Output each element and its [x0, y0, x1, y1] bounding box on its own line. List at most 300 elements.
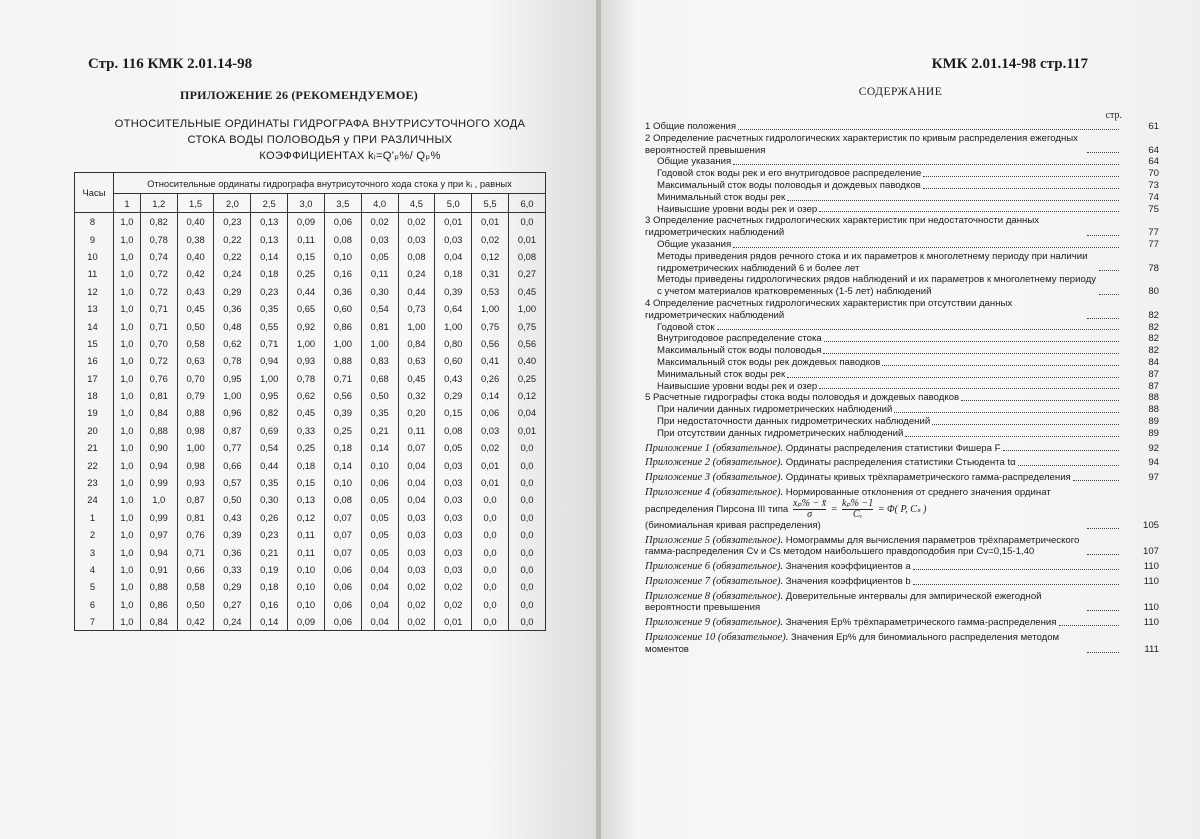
ordinate-cell: 0,0	[508, 456, 545, 473]
toc-leader	[1087, 152, 1119, 153]
ordinate-cell: 0,27	[214, 596, 251, 613]
ordinate-cell: 0,05	[435, 439, 472, 456]
hour-cell: 2	[75, 526, 114, 543]
toc-entry-text	[645, 457, 1016, 469]
ordinate-cell: 0,01	[508, 230, 545, 247]
ordinate-cell: 1,0	[114, 404, 141, 421]
toc-entry-text: Минимальный сток воды рек	[657, 191, 786, 203]
toc-appendix-entry	[645, 561, 1159, 573]
table-row	[75, 474, 546, 491]
table-title-line: ОТНОСИТЕЛЬНЫЕ ОРДИНАТЫ ГИДРОГРАФА ВНУТРИСУТОЧНОГО ХОДА	[114, 118, 526, 130]
table-row	[75, 456, 546, 473]
ordinate-cell: 0,02	[435, 578, 472, 595]
ordinate-cell: 0,68	[361, 370, 398, 387]
ordinate-cell: 0,15	[288, 474, 325, 491]
ordinate-cell: 0,84	[398, 335, 435, 352]
pearson-formula	[791, 499, 927, 520]
ordinate-cell: 0,11	[398, 422, 435, 439]
appendix-text: Значения Ep% трёхпараметрического гамма-распределения	[783, 617, 1057, 629]
ordinate-cell: 0,44	[398, 283, 435, 300]
toc-leader	[823, 353, 1119, 354]
toc-entry	[645, 368, 1159, 381]
ordinate-cell: 0,02	[398, 596, 435, 613]
toc-entry-page: 87	[1148, 380, 1159, 392]
ordinate-cell: 0,71	[324, 370, 361, 387]
ordinate-cell: 0,09	[288, 613, 325, 631]
ordinate-cell: 1,0	[114, 474, 141, 491]
ordinate-cell: 0,0	[472, 561, 509, 578]
ordinate-cell: 1,00	[435, 317, 472, 334]
ordinate-cell: 0,14	[251, 248, 288, 265]
ordinate-cell: 0,01	[472, 213, 509, 231]
table-caption: Относительные ординаты гидрографа внутрисуточного хода стока y при kᵢ , равных	[114, 173, 546, 194]
toc-entry	[645, 274, 1159, 298]
appendix-text: Ординаты кривых трёхпараметрического гамма-распределения	[783, 472, 1071, 484]
ordinate-cell: 0,10	[288, 596, 325, 613]
ordinate-cell: 0,39	[435, 283, 472, 300]
toc-entry-text: При недостаточности данных гидрометрических наблюдений	[657, 415, 931, 427]
table-row	[75, 561, 546, 578]
ordinate-cell: 0,15	[435, 404, 472, 421]
toc-leader	[1087, 528, 1119, 529]
toc-entry-page: 64	[1148, 144, 1159, 156]
ordinate-cell: 0,39	[324, 404, 361, 421]
ordinate-cell: 0,50	[177, 317, 214, 334]
ordinate-cell: 0,04	[435, 248, 472, 265]
ordinate-cell: 0,0	[472, 596, 509, 613]
toc-entry-text: Минимальный сток воды рек	[657, 368, 786, 380]
ordinate-cell: 0,29	[214, 578, 251, 595]
ordinate-cell: 0,63	[177, 352, 214, 369]
ordinate-cell: 0,19	[251, 561, 288, 578]
ordinate-cell: 0,87	[177, 491, 214, 508]
toc-entry-page: 82	[1148, 333, 1159, 345]
toc-leader	[819, 388, 1119, 389]
appendix-text: Ординаты распределения статистики Стьюдента tα	[783, 457, 1016, 469]
toc-entry-page: 77	[1148, 227, 1159, 239]
ordinate-cell: 0,84	[140, 404, 177, 421]
ordinate-cell: 0,92	[288, 317, 325, 334]
ordinate-cell: 0,25	[288, 439, 325, 456]
appendix-label: Приложение 4 (обязательное).	[645, 486, 784, 498]
toc-leader	[1099, 294, 1119, 295]
ordinate-cell: 0,0	[508, 561, 545, 578]
ordinate-cell: 0,97	[140, 526, 177, 543]
ordinate-cell: 0,10	[288, 578, 325, 595]
ordinate-cell: 0,0	[472, 578, 509, 595]
ordinate-cell: 0,99	[140, 474, 177, 491]
ordinate-cell: 0,43	[435, 370, 472, 387]
toc-entry	[645, 356, 1159, 369]
appendix-text: Номограммы для вычисления параметров трёхпараметрического гамма-распределения Cv и Cs методом наибольшего правдоподобия при Cv=0,15-1,40	[645, 534, 1080, 558]
table-row	[75, 213, 546, 231]
ordinate-cell: 0,60	[435, 352, 472, 369]
toc-leader	[961, 400, 1119, 401]
ordinate-cell: 0,30	[361, 283, 398, 300]
ordinate-cell: 0,03	[398, 543, 435, 560]
toc-entry-page: 97	[1148, 472, 1159, 484]
ordinate-cell: 0,36	[214, 543, 251, 560]
hour-cell: 23	[75, 474, 114, 491]
ordinate-cell: 0,91	[140, 561, 177, 578]
ordinate-cell: 0,99	[140, 509, 177, 526]
toc-leader	[905, 436, 1119, 437]
ordinate-cell: 0,81	[140, 387, 177, 404]
ordinate-cell: 0,10	[324, 474, 361, 491]
hour-cell: 6	[75, 596, 114, 613]
toc-entry	[645, 238, 1159, 251]
appendix-text: Ординаты распределения статистики Фишера F	[783, 442, 1001, 454]
ordinate-cell: 0,98	[177, 456, 214, 473]
table-title	[90, 116, 550, 164]
ordinate-cell: 0,24	[214, 265, 251, 282]
ordinate-cell: 0,39	[214, 526, 251, 543]
k-values-row	[75, 194, 546, 213]
toc-leader	[733, 247, 1119, 248]
ordinate-cell: 0,21	[251, 543, 288, 560]
toc-entry-text: Годовой сток	[657, 321, 715, 333]
toc-entry-text	[645, 591, 1085, 615]
formula-fraction	[793, 499, 826, 520]
ordinate-cell: 0,11	[288, 230, 325, 247]
ordinate-cell: 0,96	[214, 404, 251, 421]
ordinate-cell: 0,0	[472, 526, 509, 543]
ordinate-cell: 0,94	[251, 352, 288, 369]
ordinate-cell: 0,01	[508, 422, 545, 439]
ordinate-cell: 0,0	[508, 578, 545, 595]
ordinate-cell: 0,01	[435, 213, 472, 231]
ordinate-cell: 0,04	[361, 578, 398, 595]
ordinate-cell: 0,03	[435, 543, 472, 560]
ordinate-cell: 0,70	[140, 335, 177, 352]
appendix-text-continued: (биномиальная кривая распределения)	[645, 519, 821, 531]
toc-entry-text: 4 Определение расчетных гидрологических характеристик при отсутствии данных гидрометрических наблюдений	[645, 297, 1013, 321]
ordinate-cell: 0,18	[288, 456, 325, 473]
ordinate-cell: 0,62	[214, 335, 251, 352]
ordinate-cell: 0,44	[288, 283, 325, 300]
ordinate-cell: 0,04	[508, 404, 545, 421]
toc-appendix-entry	[645, 590, 1159, 615]
ordinate-cell: 0,35	[361, 404, 398, 421]
toc-entry-page: 110	[1143, 561, 1159, 573]
toc-entry-page: 110	[1143, 602, 1159, 614]
table-body	[75, 213, 546, 631]
ordinate-cell: 0,76	[140, 370, 177, 387]
ordinate-cell: 0,81	[177, 509, 214, 526]
toc-entry-page: 105	[1142, 519, 1159, 531]
toc-leader	[787, 377, 1119, 378]
toc-entry-text	[645, 576, 911, 588]
appendix-label: Приложение 8 (обязательное).	[645, 590, 784, 602]
ordinate-cell: 0,42	[177, 265, 214, 282]
ordinate-cell: 0,03	[435, 561, 472, 578]
ordinate-cell: 0,04	[361, 561, 398, 578]
hour-cell: 1	[75, 509, 114, 526]
table-row	[75, 283, 546, 300]
formula-fraction	[842, 499, 873, 520]
toc-entry-page: 77	[1148, 238, 1159, 250]
ordinate-cell: 0,54	[251, 439, 288, 456]
appendix-label: Приложение 10 (обязательное).	[645, 632, 789, 644]
toc-entry-page: 111	[1144, 643, 1159, 655]
ordinate-cell: 1,0	[114, 248, 141, 265]
ordinate-cell: 0,44	[251, 456, 288, 473]
ordinate-cell: 0,05	[361, 526, 398, 543]
toc-leader	[787, 200, 1119, 201]
table-row	[75, 317, 546, 334]
table-row	[75, 578, 546, 595]
ordinate-cell: 0,33	[214, 561, 251, 578]
ordinate-cell: 0,08	[324, 491, 361, 508]
appendix-label: Приложение 2 (обязательное).	[645, 457, 784, 469]
toc-entry-page: 110	[1143, 617, 1159, 629]
ordinate-cell: 0,03	[435, 526, 472, 543]
toc-entry-text: Методы приведения рядов речного стока и их параметров к многолетнему периоду при наличии гидрометрических наблюдений 6 и более лет	[657, 250, 1088, 274]
ordinate-cell: 0,03	[472, 422, 509, 439]
ordinate-cell: 0,23	[251, 283, 288, 300]
toc-entry-text: Общие указания	[657, 156, 732, 168]
table-row	[75, 387, 546, 404]
ordinate-cell: 1,0	[114, 561, 141, 578]
table-title-line: СТОКА ВОДЫ ПОЛОВОДЬЯ y ПРИ РАЗЛИЧНЫХ	[187, 134, 453, 146]
toc-leader	[1073, 480, 1119, 481]
ordinate-cell: 1,0	[114, 456, 141, 473]
hour-cell: 15	[75, 335, 114, 352]
ordinate-cell: 0,45	[177, 300, 214, 317]
ordinate-cell: 0,31	[472, 265, 509, 282]
toc-leader	[1059, 625, 1120, 626]
ordinate-cell: 0,06	[324, 596, 361, 613]
table-title-line: КОЭФФИЦИЕНТАХ kᵢ=Q'ₚ%/ Qₚ%	[259, 150, 441, 162]
ordinate-cell: 0,41	[472, 352, 509, 369]
ordinate-cell: 0,72	[140, 283, 177, 300]
hour-cell: 16	[75, 352, 114, 369]
toc-entry-text: Максимальный сток воды рек дождевых паводков	[657, 356, 881, 368]
ordinate-cell: 0,45	[398, 370, 435, 387]
toc-leader	[824, 341, 1119, 342]
appendix-label: Приложение 5 (обязательное).	[645, 534, 784, 546]
hour-cell: 14	[75, 317, 114, 334]
ordinate-cell: 0,83	[361, 352, 398, 369]
ordinate-cell: 0,03	[435, 456, 472, 473]
ordinate-cell: 1,0	[114, 578, 141, 595]
hour-cell: 17	[75, 370, 114, 387]
appendix-label: Приложение 7 (обязательное).	[645, 575, 784, 587]
toc-entry-text: 1 Общие положения	[645, 121, 737, 132]
ordinate-cell: 1,00	[214, 387, 251, 404]
ordinate-cell: 0,03	[435, 509, 472, 526]
table-row	[75, 335, 546, 352]
ordinate-cell: 0,06	[324, 613, 361, 631]
toc-leader	[1087, 318, 1119, 319]
ordinate-cell: 0,45	[508, 283, 545, 300]
ordinate-cell: 0,78	[288, 370, 325, 387]
ordinate-cell: 0,43	[214, 509, 251, 526]
ordinate-cell: 0,02	[398, 213, 435, 231]
toc-appendix-entry	[645, 486, 1159, 532]
ordinate-cell: 0,10	[324, 248, 361, 265]
toc-entry-page: 75	[1148, 203, 1159, 215]
toc-entry-page: 87	[1148, 368, 1159, 380]
ordinate-cell: 0,50	[177, 596, 214, 613]
ordinate-cell: 0,22	[214, 248, 251, 265]
appendix-label: Приложение 3 (обязательное).	[645, 472, 784, 484]
ordinate-cell: 0,42	[177, 613, 214, 631]
toc-entry	[645, 121, 1159, 133]
toc-entry-page: 78	[1148, 262, 1159, 274]
ordinate-cell: 1,0	[114, 387, 141, 404]
toc-entry	[645, 345, 1159, 357]
ordinate-cell: 0,13	[251, 230, 288, 247]
ordinate-cell: 0,12	[508, 387, 545, 404]
toc-entry	[645, 179, 1159, 192]
ordinate-cell: 1,0	[114, 335, 141, 352]
ordinate-cell: 0,57	[214, 474, 251, 491]
ordinate-cell: 0,24	[398, 265, 435, 282]
ordinate-cell: 0,0	[508, 543, 545, 560]
ordinate-cell: 1,0	[114, 352, 141, 369]
ordinate-cell: 0,0	[508, 509, 545, 526]
ordinate-cell: 0,72	[140, 352, 177, 369]
ordinate-cell: 0,62	[288, 387, 325, 404]
ordinate-cell: 0,16	[251, 596, 288, 613]
toc-leader	[1087, 554, 1119, 555]
toc-entry-text	[645, 443, 1001, 455]
hour-cell: 5	[75, 578, 114, 595]
ordinate-cell: 0,03	[435, 474, 472, 491]
toc-entry-text: Максимальный сток воды половодья и дождевых паводков	[657, 179, 921, 191]
ordinate-cell: 0,33	[288, 422, 325, 439]
ordinate-cell: 0,36	[214, 300, 251, 317]
toc-entry-text: При наличии данных гидрометрических наблюдений	[657, 404, 893, 416]
ordinate-cell: 0,78	[214, 352, 251, 369]
ordinate-cell: 0,0	[508, 526, 545, 543]
hydrograph-table	[74, 172, 546, 631]
appendix-text: Доверительные интервалы для эмпирической ежегодной вероятности превышения	[645, 590, 1042, 614]
toc-entry	[645, 321, 1159, 334]
toc-entry	[645, 168, 1159, 180]
toc-leader	[1087, 610, 1119, 611]
toc-entry-text	[645, 472, 1071, 484]
ordinate-cell: 0,72	[140, 265, 177, 282]
ordinate-cell: 0,66	[177, 561, 214, 578]
ordinate-cell: 0,04	[361, 596, 398, 613]
ordinate-cell: 0,01	[472, 474, 509, 491]
ordinate-cell: 0,02	[361, 213, 398, 231]
ordinate-cell: 0,29	[214, 283, 251, 300]
hour-cell: 12	[75, 283, 114, 300]
hour-cell: 22	[75, 456, 114, 473]
ordinate-cell: 1,0	[114, 509, 141, 526]
ordinate-cell: 0,32	[398, 387, 435, 404]
ordinate-cell: 0,08	[398, 248, 435, 265]
ordinate-cell: 0,06	[361, 474, 398, 491]
ordinate-cell: 0,06	[472, 404, 509, 421]
toc-entry	[645, 427, 1159, 440]
right-page-header: КМК 2.01.14-98 стр.117	[931, 56, 1088, 72]
ordinate-cell: 0,71	[140, 317, 177, 334]
ordinate-cell: 0,65	[288, 300, 325, 317]
toc-entry-text: Годовой сток воды рек и его внутригодовое распределение	[657, 168, 922, 180]
ordinate-cell: 0,87	[214, 422, 251, 439]
toc-entry	[645, 392, 1159, 404]
ordinate-cell: 0,20	[398, 404, 435, 421]
ordinate-cell: 0,98	[177, 422, 214, 439]
ordinate-cell: 0,27	[508, 265, 545, 282]
toc-entry-page: 82	[1148, 309, 1159, 321]
ordinate-cell: 0,43	[177, 283, 214, 300]
ordinate-cell: 0,74	[140, 248, 177, 265]
ordinate-cell: 0,82	[251, 404, 288, 421]
hour-cell: 4	[75, 561, 114, 578]
ordinate-cell: 0,07	[324, 526, 361, 543]
ordinate-cell: 0,26	[251, 509, 288, 526]
ordinate-cell: 0,24	[214, 613, 251, 631]
ordinate-cell: 1,00	[398, 317, 435, 334]
page-column-head: стр.	[1105, 110, 1122, 121]
ordinate-cell: 1,00	[288, 335, 325, 352]
ordinate-cell: 1,0	[114, 526, 141, 543]
toc-entry	[645, 156, 1159, 168]
k-value-header: 2,5	[251, 194, 288, 213]
ordinate-cell: 0,13	[288, 491, 325, 508]
toc-entry	[645, 191, 1159, 204]
appendix-text: Значения коэффициентов a	[783, 561, 911, 573]
ordinate-cell: 0,03	[435, 230, 472, 247]
ordinate-cell: 0,56	[472, 335, 509, 352]
toc-entry-page: 82	[1148, 321, 1159, 333]
hour-cell: 11	[75, 265, 114, 282]
ordinate-cell: 0,50	[214, 491, 251, 508]
ordinate-cell: 0,45	[288, 404, 325, 421]
toc-leader	[738, 129, 1119, 130]
ordinate-cell: 0,05	[361, 509, 398, 526]
ordinate-cell: 0,88	[177, 404, 214, 421]
toc-leader	[913, 584, 1119, 585]
formula-numerator: kₚ% −1	[841, 497, 874, 509]
ordinate-cell: 0,04	[361, 613, 398, 631]
ordinate-cell: 0,69	[251, 422, 288, 439]
toc-leader	[1003, 450, 1119, 451]
toc-entry-page: 94	[1148, 457, 1159, 469]
appendix-label: Приложение 6 (обязательное).	[645, 561, 784, 573]
ordinate-cell: 0,18	[435, 265, 472, 282]
ordinate-cell: 1,0	[140, 491, 177, 508]
ordinate-cell: 0,08	[324, 230, 361, 247]
ordinate-cell: 0,02	[435, 596, 472, 613]
ordinate-cell: 0,25	[288, 265, 325, 282]
ordinate-cell: 0,21	[361, 422, 398, 439]
ordinate-cell: 1,0	[114, 439, 141, 456]
table-row	[75, 352, 546, 369]
ordinate-cell: 0,06	[324, 213, 361, 231]
ordinate-cell: 0,71	[251, 335, 288, 352]
ordinate-cell: 0,0	[508, 474, 545, 491]
ordinate-cell: 1,0	[114, 422, 141, 439]
k-value-header: 1,2	[140, 194, 177, 213]
toc-entry-page: 73	[1148, 179, 1159, 191]
ordinate-cell: 0,01	[435, 613, 472, 631]
ordinate-cell: 0,05	[361, 248, 398, 265]
table-row	[75, 543, 546, 560]
appendix-label: Приложение 1 (обязательное).	[645, 442, 784, 454]
ordinate-cell: 0,94	[140, 543, 177, 560]
formula-rhs: = Φ( P, Cₛ )	[875, 503, 927, 515]
k-value-header: 1,5	[177, 194, 214, 213]
ordinate-cell: 0,58	[177, 578, 214, 595]
toc-entry-page: 61	[1148, 121, 1159, 132]
ordinate-cell: 0,82	[140, 213, 177, 231]
